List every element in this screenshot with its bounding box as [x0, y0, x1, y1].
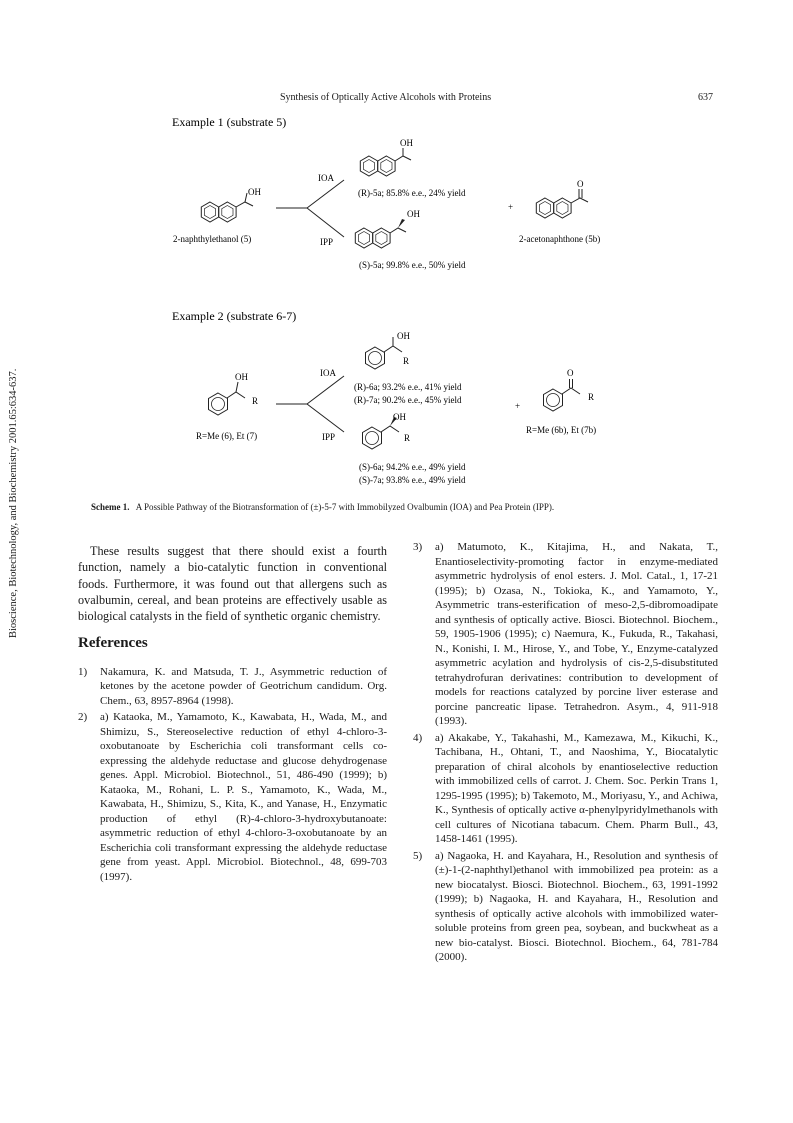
- body-paragraph: These results suggest that there should exist a fourth function, namely a bio-catalytic function in conventional foods. Furthermore, it was found out that allergens such as ovalbumin, cereal, and bean proteins are effectively usable as biological catalysts in the field of synthetic organic chemistry.: [78, 544, 387, 624]
- oh-label: OH: [248, 187, 261, 197]
- substrate-6-7-label: R=Me (6), Et (7): [196, 431, 258, 441]
- reference-text: a) Nagaoka, H. and Kayahara, H., Resolution and synthesis of (±)-1-(2-naphthyl)ethanol with immobilized pea protein: as a new biocatalyst. Biosci. Biotechnol. Biochem., 63, 1991-1992 (1999); b) Nagaoka, H. and Kayahara, H., Resolution and synthesis of optically active alcohols with immobilized water-soluble proteins from green pea, soybean, and buckwheat as a new bio-catalyst. Biosci. Biotechnol. Biochem., 64, 781-784 (2000).: [435, 849, 718, 963]
- reference-text: a) Kataoka, M., Yamamoto, K., Kawabata, H., Wada, M., and Shimizu, S., Stereoselective reduction of ethyl 4-chloro-3-oxobutanoate by Escherichia coli transformant cells co-expressing the aldehyde reductase and glucose dehydrogenase genes. Appl. Microbiol. Biotechnol., 51, 486-490 (1999); b) Kataoka, M., Rohani, L. P. S., Yamamoto, K., Wada, M., Kawabata, H., Shimizu, S., Kita, K., and Yanase, H., Enzymatic production of ethyl (R)-4-chloro-3-hydroxybutanoate: asymmetric reduction of ethyl 4-chloro-3-oxobutanoate by an Escherichia coli transformant expressing the aldehyde reductase gene from yeast. Appl. Microbiol. Biotechnol., 48, 699-703 (1997).: [100, 711, 387, 883]
- product-s5a-structure: [355, 209, 420, 248]
- product-r6a-structure: [366, 331, 411, 369]
- reference-number: 4): [413, 731, 423, 744]
- o-label: O: [567, 368, 574, 378]
- reference-item: [78, 710, 387, 884]
- oh-label: OH: [397, 331, 410, 341]
- substrate-5-structure: [201, 187, 261, 222]
- reference-item: [413, 731, 718, 847]
- plus-sign: +: [508, 202, 514, 212]
- scheme-figure: [0, 0, 793, 500]
- reference-number: 3): [413, 541, 423, 553]
- substrate-6-7-structure: [209, 372, 259, 415]
- reference-number: 5): [413, 849, 423, 862]
- example1-title: Example 1 (substrate 5): [172, 115, 287, 129]
- branch-arrows-2: [276, 376, 344, 432]
- ketone-6b-label: R=Me (6b), Et (7b): [526, 425, 597, 435]
- scheme-caption: [91, 502, 731, 512]
- reference-item: [413, 849, 718, 965]
- product-r5a-structure: [360, 138, 413, 176]
- plus-sign-2: +: [515, 401, 521, 411]
- sidebar-citation: Bioscience, Biotechnology, and Biochemistry 2001.65:634-637.: [8, 368, 19, 638]
- substrate-5-label: 2-naphthylethanol (5): [173, 234, 252, 244]
- scheme-caption-text: A Possible Pathway of the Biotransformation of (±)-5-7 with Immobilyzed Ovalbumin (IOA) and Pea Protein (IPP).: [135, 502, 555, 512]
- left-column: [78, 543, 387, 886]
- reference-item: [413, 540, 718, 729]
- reagent-ipp-2: IPP: [322, 432, 336, 442]
- product-s5a-label: (S)-5a; 99.8% e.e., 50% yield: [359, 260, 466, 270]
- reference-number: 1): [78, 665, 88, 678]
- r-label: R: [404, 433, 411, 443]
- reference-text: a) Akakabe, Y., Takahashi, M., Kamezawa, M., Kikuchi, K., Tachibana, H., Ohtani, T., and Naoshima, Y., Biocatalytic preparation of chiral alcohols by enantioselective reduction with immobilized cells of carrot. J. Chem. Soc. Perkin Trans 1, 1295-1995 (1995); b) Takemoto, M., Moriyasu, Y., and Achiwa, K., Synthesis of optically active α-phenylpyridylmethanols with cell cultures of Nicotiana tabacum. Chem. Pharm Bull., 43, 1458-1461 (1995).: [435, 731, 718, 845]
- references-heading: References: [78, 635, 148, 652]
- product-s6a-structure: [363, 412, 411, 449]
- ketone-6b-structure: [544, 368, 595, 411]
- oh-label: OH: [407, 209, 420, 219]
- reference-number: 2): [78, 711, 88, 724]
- oh-label: OH: [400, 138, 413, 148]
- ketone-5b-structure: [536, 179, 588, 218]
- reagent-ioa: IOA: [318, 173, 334, 183]
- running-title: Synthesis of Optically Active Alcohols with Proteins: [280, 92, 492, 103]
- product-s6a-label: (S)-6a; 94.2% e.e., 49% yield: [359, 462, 466, 472]
- reagent-ioa-2: IOA: [320, 368, 336, 378]
- reagent-ipp: IPP: [320, 237, 334, 247]
- reference-text: a) Matumoto, K., Kitajima, H., and Nakata, T., Enantioselectivity-promoting factor in enzyme-mediated asymmetric hydrolysis of enol esters. J. Mol. Catal., 1, 17-21 (1995); b) Ozasa, N., Tokioka, K., and Yamamoto, Y., Asymmetric trans-esterification of meso-2,5-dibromoadipate and synthesis of optically active. Biosci. Biotechnol. Biochem., 59, 1905-1906 (1995); c) Naemura, K., Fukuda, R., Takahasi, N., Konishi, I. M., Hirose, Y., and Tobe, Y., Enzyme-catalyzed asymmetric acylation and hydrolysis of cis-2,5-disubstituted tetrahydrofuran derivatines: contribution to development of models for reactions catalyzed by porcine liver esterase and porcine pancreatic lipase. Tetrahedron. Asym., 4, 911-918 (1993).: [435, 541, 718, 727]
- oh-label: OH: [393, 412, 406, 422]
- reference-text: Nakamura, K. and Matsuda, T. J., Asymmetric reduction of ketones by the acetone powder of Geotrichum candidum. Org. Chem., 63, 8957-8964 (1998).: [100, 665, 387, 707]
- example2-title: Example 2 (substrate 6-7): [172, 309, 297, 323]
- branch-arrows-1: [276, 180, 344, 237]
- r-label: R: [252, 396, 259, 406]
- page-number: 637: [698, 92, 713, 103]
- r-label: R: [403, 356, 410, 366]
- oh-label: OH: [235, 372, 248, 382]
- scheme-caption-label: Scheme 1.: [91, 502, 130, 512]
- reference-item: [78, 665, 387, 709]
- product-r6a-label: (R)-6a; 93.2% e.e., 41% yield: [354, 382, 462, 392]
- ketone-5b-label: 2-acetonaphthone (5b): [519, 234, 601, 244]
- o-label: O: [577, 179, 584, 189]
- product-r5a-label: (R)-5a; 85.8% e.e., 24% yield: [358, 188, 466, 198]
- r-label: R: [588, 392, 595, 402]
- product-r7a-label: (R)-7a; 90.2% e.e., 45% yield: [354, 395, 462, 405]
- right-column: [413, 540, 718, 967]
- product-s7a-label: (S)-7a; 93.8% e.e., 49% yield: [359, 475, 466, 485]
